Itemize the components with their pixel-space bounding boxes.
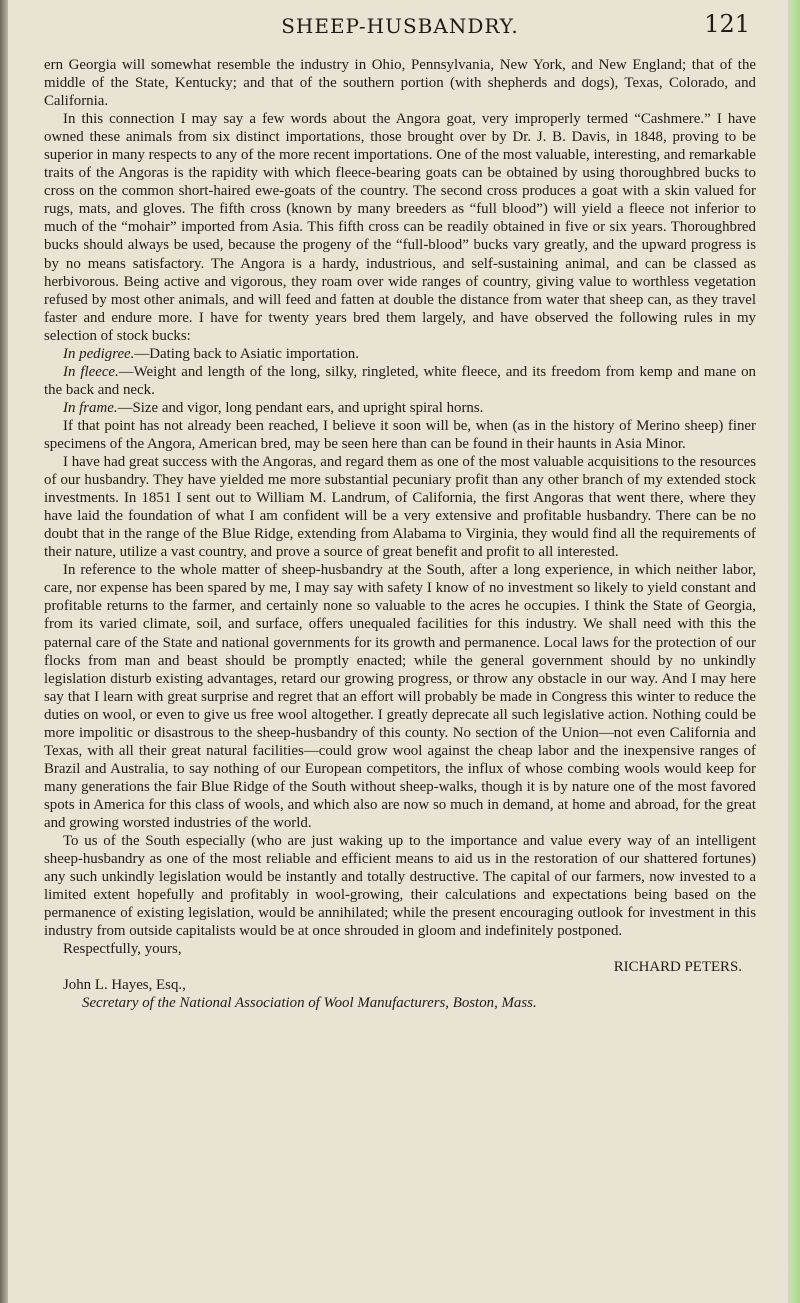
page-number: 121 bbox=[704, 10, 750, 38]
paragraph: I have had great success with the Angoras, and regard them as one of the most valuable acquisitions to the resources of our husbandry. They have yielded me more substantial pecuniary profit than any other branch of my extended stock investments. In 1851 I sent out to William M. Landrum, of California, the first Angoras that went there, where they have laid the foundation of what I am confident will be a very extensive and profitable husbandry. There can be no doubt that in the range of the Blue Ridge, extending from Alabama to Virginia, they would find all the requirements of their nature, utilize a vast country, and prove a source of great benefit and profit to all interested. bbox=[44, 454, 756, 561]
rule-heading: In pedigree. bbox=[63, 345, 135, 362]
paragraph: In reference to the whole matter of sheep-husbandry at the South, after a long experience, in which neither labor, care, nor expense has been spared by me, I may say with safety I know of no investment so likely to yield constant and profitable returns to the farmer, and certainly none so valuable to the acres he occupies. I think the State of Georgia, from its varied climate, soil, and surface, offers unequaled facilities for this industry. We shall need with this the paternal care of the State and national governments for its growth and permanence. Local laws for the protection of our flocks from man and beast should be promptly enacted; while the general government should by no unkindly legislation disturb existing advantages, retard our growing progress, or throw any obstacle in our way. And I may here say that I learn with great surprise and regret that an effort will probably be made in Congress this winter to reduce the duties on wool, or even to give us free wool altogether. I greatly deprecate all such legislative action. Nothing could be more impolitic or disastrous to the sheep-husbandry of this county. No section of the Union—not even California and Texas, with all their great natural facilities—could grow wool against the cheap labor and the inexpensive ranges of Brazil and Australia, to say nothing of our European competitors, the influx of whose combing wools would keep for many generations the fair Blue Ridge of the South without sheep-walks, though it is by nature one of the most favored spots in America for this class of wools, and which also are now so much in demand, at home and abroad, for the great and growing worsted industries of the world. bbox=[44, 562, 756, 831]
signature: RICHARD PETERS. bbox=[613, 959, 742, 976]
rule-heading: In fleece. bbox=[63, 363, 119, 380]
rule-text: —Dating back to Asiatic importation. bbox=[134, 345, 359, 362]
paragraph: To us of the South especially (who are just waking up to the importance and value every way of an intelligent sheep-husbandry as one of the most reliable and efficient means to aid us in the restoration of our shattered fortunes) any such unkindly legislation would be instantly and totally destructive. The capital of our farmers, now invested to a limited extent hopefully and profitably in wool-growing, their calculations and expectations being based on the permanence of existing legislation, would be annihilated; while the present encouraging outlook for investment in this industry from outside capitalists would be at once shrouded in gloom and indefinitely postponed. bbox=[44, 833, 756, 940]
paragraph: In this connection I may say a few words about the Angora goat, very improperly termed “Cashmere.” I have owned these animals from six distinct importations, those brought over by Dr. J. B. Davis, in 1848, proving to be superior in many respects to any of the more recent importations. One of the most valuable, interesting, and remarkable traits of the Angoras is the rapidity with which fleece-bearing goats can be obtained by using thoroughbred bucks to cross on the common short-haired ewe-goats of the country. The second cross produces a goat with a skin valued for rugs, mats, and gloves. The fifth cross (known by many breeders as “full blood”) will yield a fleece not inferior to much of the “mohair” imported from Asia. This fifth cross can be readily obtained in five or six years. Thoroughbred bucks should always be used, because the progeny of the “full-blood” bucks vary greatly, and the upward progress is by no means satisfactory. The Angora is a hardy, industrious, and self-sustaining animal, and can be classed as herbivorous. Being active and vigorous, they roam over wide ranges of country, giving value to worthless vegetation refused by most other animals, and will feed and fatten at double the distance from water that sheep can, as they travel faster and endure more. I have for twenty years bred them largely, and have observed the following rules in my selection of stock bucks: bbox=[44, 111, 756, 344]
rule-text: —Weight and length of the long, silky, ringleted, white fleece, and its freedom from kemp and mane on the back and neck. bbox=[44, 363, 756, 398]
rule-heading: In frame. bbox=[63, 399, 118, 416]
rule-fleece bbox=[44, 363, 756, 399]
running-title: SHEEP-HUSBANDRY. bbox=[281, 14, 519, 38]
running-head bbox=[44, 0, 756, 48]
rule-pedigree bbox=[44, 345, 756, 363]
addressee-title: Secretary of the National Association of Wool Manufacturers, Boston, Mass. bbox=[82, 995, 537, 1012]
rule-frame bbox=[44, 399, 756, 417]
closing-line: Respectfully, yours, bbox=[63, 941, 182, 958]
paragraph: ern Georgia will somewhat resemble the industry in Ohio, Pennsylvania, New York, and New England; that of the middle of the State, Kentucky; and that of the southern portion (with shepherds and dogs), Texas, Colorado, and California. bbox=[44, 57, 756, 110]
body-text bbox=[44, 56, 756, 958]
paragraph: If that point has not already been reached, I believe it soon will be, when (as in the history of Merino sheep) finer specimens of the Angora, American bred, may be seen here than can be found in their haunts in Asia Minor. bbox=[44, 417, 756, 452]
addressee: John L. Hayes, Esq., bbox=[63, 977, 186, 994]
book-binding-edge bbox=[0, 0, 8, 1303]
page-outer-edge bbox=[788, 0, 800, 1303]
book-page bbox=[44, 0, 756, 1303]
rule-text: —Size and vigor, long pendant ears, and upright spiral horns. bbox=[117, 399, 484, 416]
